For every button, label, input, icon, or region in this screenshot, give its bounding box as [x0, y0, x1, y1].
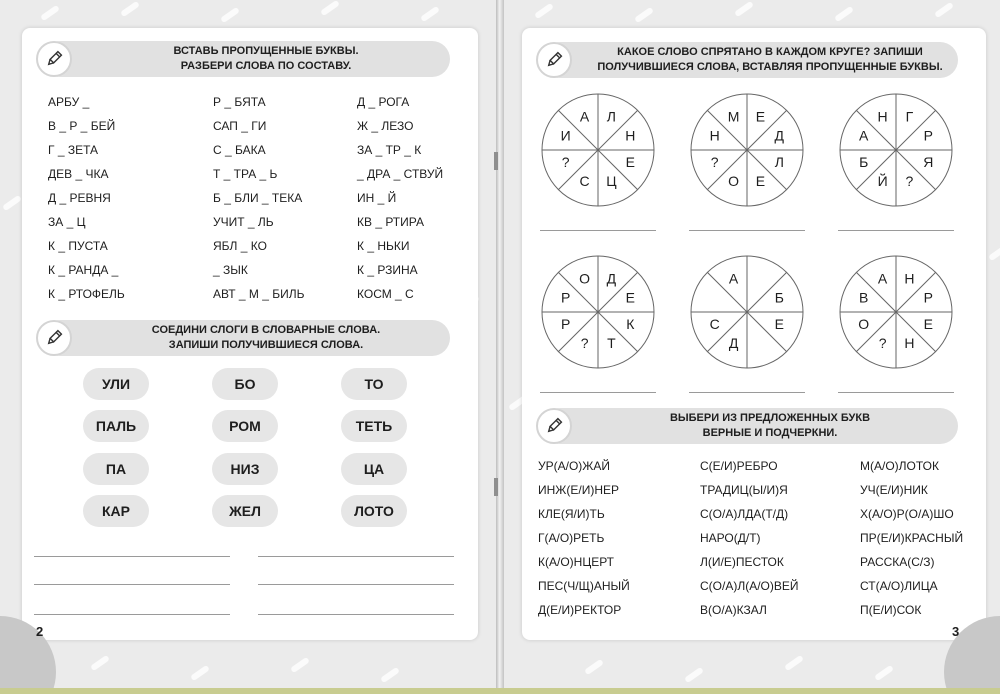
syllable-card: РОМ	[212, 410, 278, 442]
sector-letter: Й	[877, 173, 888, 190]
sector-letter: Р	[923, 127, 933, 144]
pencil-icon	[36, 320, 72, 356]
sector-letter: ?	[580, 335, 589, 352]
syllable-card: ТО	[341, 368, 407, 400]
sector-letter: Н	[709, 127, 720, 144]
task1-header	[42, 41, 450, 77]
task2-title-line2: ЗАПИШИ ПОЛУЧИВШИЕСЯ СЛОВА.	[168, 339, 364, 351]
sector-letter: К	[626, 316, 635, 333]
syllable-card: ЖЕЛ	[212, 495, 278, 527]
answer-line[interactable]	[540, 392, 656, 393]
task1-column-1	[48, 90, 125, 306]
choice-word: РАССКА(С/З)	[860, 555, 935, 569]
answer-line[interactable]	[34, 556, 230, 557]
sector-letter: С	[579, 173, 590, 190]
word-item: Д _ РЕВНЯ	[48, 191, 111, 205]
task3-title-line1: КАКОЕ СЛОВО СПРЯТАНО В КАЖДОМ КРУГЕ? ЗАПИШИ	[617, 46, 923, 58]
sector-letter: Н	[904, 270, 915, 287]
sector-letter: Е	[923, 316, 933, 333]
word-item: Б _ БЛИ _ ТЕКА	[213, 191, 303, 205]
sector-letter: Е	[755, 173, 766, 190]
letter-circle-3	[836, 90, 956, 210]
word-item: Д _ РОГА	[357, 95, 410, 109]
choice-word: С(Е/И)РЕБРО	[700, 459, 778, 473]
syllable-card: ЛОТО	[341, 495, 407, 527]
answer-line[interactable]	[838, 230, 954, 231]
word-item: К _ ПУСТА	[48, 239, 108, 253]
word-item: ДЕВ _ ЧКА	[48, 167, 109, 181]
answer-line[interactable]	[258, 556, 454, 557]
choice-word: М(А/О)ЛОТОК	[860, 459, 939, 473]
sector-letter: Л	[774, 154, 784, 171]
sector-letter: ?	[878, 335, 887, 352]
choice-word: ТРАДИЦ(Ы/И)Я	[700, 483, 788, 497]
pencil-icon	[536, 42, 572, 78]
sector-letter: Я	[923, 154, 934, 171]
answer-line[interactable]	[258, 614, 454, 615]
word-item: ИН _ Й	[357, 191, 397, 205]
sector-letter: Н	[625, 127, 636, 144]
pencil-icon	[536, 408, 572, 444]
book-spine	[496, 0, 504, 694]
task2-title-line1: СОЕДИНИ СЛОГИ В СЛОВАРНЫЕ СЛОВА.	[151, 324, 381, 336]
choice-word: ИНЖ(Е/И)НЕР	[538, 483, 619, 497]
word-item: К _ НЬКИ	[357, 239, 410, 253]
syllable-card: ТЕТЬ	[341, 410, 407, 442]
choice-word: НАРО(Д/Т)	[700, 531, 761, 545]
task1-title-line2: РАЗБЕРИ СЛОВА ПО СОСТАВУ.	[180, 60, 352, 72]
left-worksheet	[22, 28, 478, 640]
word-item: К _ РЗИНА	[357, 263, 418, 277]
word-item: АВТ _ М _ БИЛЬ	[213, 287, 305, 301]
sector-letter: Г	[905, 108, 914, 125]
answer-line[interactable]	[838, 392, 954, 393]
word-item: С _ БАКА	[213, 143, 266, 157]
syllable-card: УЛИ	[83, 368, 149, 400]
sector-letter: Н	[877, 108, 888, 125]
syllable-card: НИЗ	[212, 453, 278, 485]
choice-word: УР(А/О)ЖАЙ	[538, 459, 610, 473]
task1-column-3	[357, 90, 443, 306]
sector-letter: А	[728, 270, 739, 287]
answer-line[interactable]	[540, 230, 656, 231]
choice-word: П(Е/И)СОК	[860, 603, 922, 617]
word-item: Ж _ ЛЕЗО	[357, 119, 414, 133]
choice-word: Л(И/Е)ПЕСТОК	[700, 555, 784, 569]
sector-letter: Д	[728, 335, 739, 352]
letter-circle-4	[538, 252, 658, 372]
page-tab-marker	[494, 478, 498, 496]
answer-line[interactable]	[258, 584, 454, 585]
sector-letter: О	[728, 173, 740, 190]
sector-letter: ?	[561, 154, 570, 171]
page-number-badge	[944, 616, 1000, 672]
choice-word: Д(Е/И)РЕКТОР	[538, 603, 622, 617]
answer-line[interactable]	[34, 584, 230, 585]
word-item: К _ РТОФЕЛЬ	[48, 287, 125, 301]
task3-header	[542, 42, 958, 78]
task4-column-3	[860, 454, 963, 622]
left-page	[0, 0, 496, 694]
sector-letter: А	[579, 108, 590, 125]
sector-letter: Ц	[606, 173, 617, 190]
word-item: _ ЗЫК	[213, 263, 248, 277]
sector-letter: Н	[904, 335, 915, 352]
word-item: ЗА _ Ц	[48, 215, 86, 229]
choice-word: В(О/А)КЗАЛ	[700, 603, 767, 617]
task3-title-line2: ПОЛУЧИВШИЕСЯ СЛОВА, ВСТАВЛЯЯ ПРОПУЩЕННЫЕ БУКВЫ.	[597, 61, 943, 73]
sector-letter: Р	[561, 316, 571, 333]
syllable-card: ЦА	[341, 453, 407, 485]
sector-letter: И	[560, 127, 571, 144]
letter-circle-5	[687, 252, 807, 372]
right-worksheet	[522, 28, 986, 640]
choice-word: СТ(А/О)ЛИЦА	[860, 579, 938, 593]
task4-title-line1: ВЫБЕРИ ИЗ ПРЕДЛОЖЕННЫХ БУКВ	[669, 412, 871, 424]
choice-word: Х(А/О)Р(О/А)ШО	[860, 507, 954, 521]
sector-letter: Е	[625, 154, 635, 171]
word-item: КОСМ _ С	[357, 287, 414, 301]
sector-letter: Д	[606, 270, 617, 287]
letter-circle-2	[687, 90, 807, 210]
answer-line[interactable]	[689, 392, 805, 393]
sector-letter: О	[858, 316, 870, 333]
syllable-card: ПА	[83, 453, 149, 485]
choice-word: С(О/А)Л(А/О)ВЕЙ	[700, 579, 799, 593]
syllable-card: БО	[212, 368, 278, 400]
sector-letter: Д	[774, 127, 785, 144]
sector-letter: С	[709, 316, 720, 333]
task1-column-2	[213, 90, 304, 306]
letter-circle-1	[538, 90, 658, 210]
answer-line[interactable]	[34, 614, 230, 615]
sector-letter: В	[859, 289, 869, 306]
page-tab-marker	[494, 152, 498, 170]
choice-word: К(А/О)НЦЕРТ	[538, 555, 614, 569]
sector-letter: ?	[710, 154, 719, 171]
sector-letter: ?	[905, 173, 914, 190]
word-item: САП _ ГИ	[213, 119, 267, 133]
choice-word: УЧ(Е/И)НИК	[860, 483, 928, 497]
task1-title-line1: ВСТАВЬ ПРОПУЩЕННЫЕ БУКВЫ.	[173, 45, 359, 57]
sector-letter: Т	[607, 335, 616, 352]
task4-title-line2: ВЕРНЫЕ И ПОДЧЕРКНИ.	[702, 427, 838, 439]
word-item: ЯБЛ _ КО	[213, 239, 267, 253]
word-item: Т _ ТРА _ Ь	[213, 167, 278, 181]
choice-word: ПР(Е/И)КРАСНЫЙ	[860, 531, 964, 545]
sector-letter: А	[877, 270, 888, 287]
word-item: АРБУ _	[48, 95, 90, 109]
choice-word: ПЕС(Ч/Щ)АНЫЙ	[538, 579, 630, 593]
task2-header	[42, 320, 450, 356]
word-item: ЗА _ ТР _ К	[357, 143, 422, 157]
word-item: В _ Р _ БЕЙ	[48, 119, 116, 133]
pencil-icon	[36, 41, 72, 77]
task4-column-1	[538, 454, 630, 622]
choice-word: Г(А/О)РЕТЬ	[538, 531, 605, 545]
word-item: КВ _ РТИРА	[357, 215, 424, 229]
word-item: Г _ ЗЕТА	[48, 143, 99, 157]
word-item: Р _ БЯТА	[213, 95, 266, 109]
task4-column-2	[700, 454, 799, 622]
sector-letter: Е	[625, 289, 635, 306]
word-item: К _ РАНДА _	[48, 263, 119, 277]
choice-word: С(О/А)ЛДА(Т/Д)	[700, 507, 789, 521]
word-item: _ ДРА _ СТВУЙ	[357, 167, 444, 181]
right-page	[504, 0, 1000, 694]
sector-letter: О	[579, 270, 591, 287]
page-number: 2	[36, 624, 44, 639]
word-item: УЧИТ _ ЛЬ	[213, 215, 274, 229]
page-number-badge	[0, 616, 56, 672]
sector-letter: Л	[606, 108, 616, 125]
sector-letter: А	[859, 127, 869, 144]
sector-letter: Б	[859, 154, 869, 171]
answer-line[interactable]	[689, 230, 805, 231]
syllable-card: ПАЛЬ	[83, 410, 149, 442]
sector-letter: Е	[774, 316, 784, 333]
page-number: 3	[952, 624, 960, 639]
syllable-card: КАР	[83, 495, 149, 527]
sector-letter: Р	[561, 289, 571, 306]
bottom-edge	[0, 688, 1000, 694]
sector-letter: Б	[774, 289, 784, 306]
sector-letter: Р	[923, 289, 933, 306]
sector-letter: Е	[755, 108, 766, 125]
letter-circle-6	[836, 252, 956, 372]
sector-letter: М	[727, 108, 740, 125]
task4-header	[542, 408, 958, 444]
choice-word: КЛЕ(Я/И)ТЬ	[538, 507, 605, 521]
